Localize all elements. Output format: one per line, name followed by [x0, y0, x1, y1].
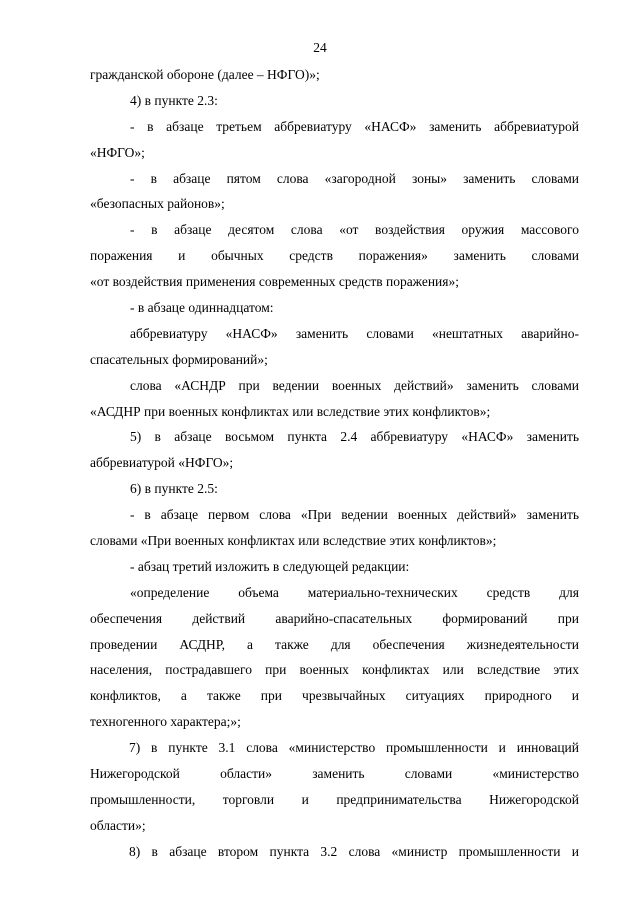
- text-line: «от воздействия применения современных средств поражения»;: [90, 274, 459, 290]
- text-line: населения, пострадавшего при военных конфликтах или вследствие этих: [90, 662, 579, 678]
- text-line: 4) в пункте 2.3:: [130, 92, 218, 108]
- text-line: техногенного характера;»;: [90, 714, 241, 730]
- text-line: словами «При военных конфликтах или вследствие этих конфликтов»;: [90, 533, 497, 549]
- text-line: - в абзаце пятом слова «загородной зоны» заменить словами: [130, 170, 579, 186]
- page-number: 24: [313, 40, 327, 55]
- text-line: проведении АСДНР, а также для обеспечения жизнедеятельности: [90, 636, 579, 652]
- text-line: слова «АСНДР при ведении военных действий» заменить словами: [130, 377, 579, 393]
- text-line: аббревиатуру «НАСФ» заменить словами «нештатных аварийно-: [130, 325, 579, 341]
- text-line: области»;: [90, 817, 146, 833]
- text-line: «НФГО»;: [90, 144, 145, 160]
- text-line: конфликтов, а также при чрезвычайных ситуациях природного и: [90, 688, 579, 704]
- text-line: - в абзаце третьем аббревиатуру «НАСФ» заменить аббревиатурой: [130, 118, 579, 134]
- text-line: Нижегородской области» заменить словами «министерство: [90, 766, 579, 782]
- text-line: 6) в пункте 2.5:: [130, 481, 218, 497]
- text-line: 5) в абзаце восьмом пункта 2.4 аббревиатуру «НАСФ» заменить: [130, 429, 579, 445]
- text-line: - в абзаце десятом слова «от воздействия оружия массового: [130, 222, 579, 238]
- text-line: обеспечения действий аварийно-спасательных формирований при: [90, 610, 579, 626]
- text-line: гражданской обороне (далее – НФГО)»;: [90, 67, 320, 82]
- text-line: - в абзаце первом слова «При ведении военных действий» заменить: [130, 507, 579, 523]
- text-line: «безопасных районов»;: [90, 196, 225, 212]
- text-line: - в абзаце одиннадцатом:: [130, 300, 274, 316]
- text-line: «определение объема материально-технических средств для: [130, 584, 579, 600]
- text-line: 7) в пункте 3.1 слова «министерство промышленности и инноваций: [129, 740, 579, 756]
- text-line: 8) в абзаце втором пункта 3.2 слова «министр промышленности и: [129, 843, 579, 859]
- text-line: промышленности, торговли и предпринимательства Нижегородской: [90, 791, 579, 807]
- text-line: - абзац третий изложить в следующей редакции:: [130, 558, 410, 574]
- text-line: спасательных формирований»;: [90, 351, 268, 367]
- text-line: «АСДНР при военных конфликтах или вследствие этих конфликтов»;: [90, 403, 491, 419]
- text-line: поражения и обычных средств поражения» заменить словами: [90, 248, 579, 264]
- text-line: аббревиатурой «НФГО»;: [90, 455, 234, 471]
- document-body: [90, 62, 579, 865]
